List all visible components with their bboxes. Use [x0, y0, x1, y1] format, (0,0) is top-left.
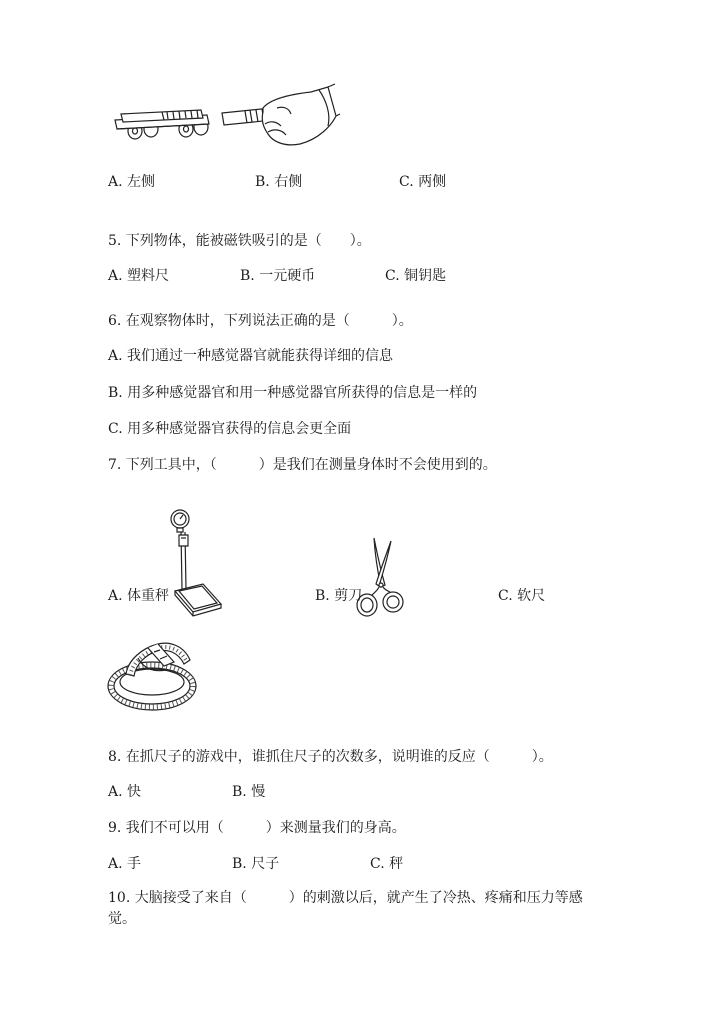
option-c: C. 秤 [370, 856, 404, 872]
option-b: B. 用多种感觉器官和用一种感觉器官所获得的信息是一样的 [108, 385, 478, 401]
option-a: A. 体重秤 [108, 588, 170, 604]
question-stem: 6. 在观察物体时，下列说法正确的是（ ）。 [108, 313, 413, 329]
question-stem: 5. 下列物体，能被磁铁吸引的是（ ）。 [108, 233, 371, 249]
option-a: A. 快 [108, 784, 142, 800]
option-c: C. 软尺 [498, 588, 546, 604]
scissors-illustration [350, 535, 408, 620]
toy-car-magnet-illustration [105, 84, 340, 150]
option-b: B. 右侧 [255, 174, 303, 190]
option-b: B. 慢 [232, 784, 266, 800]
option-a: A. 塑料尺 [108, 268, 170, 284]
question-stem: 7. 下列工具中，（ ）是我们在测量身体时不会使用到的。 [108, 457, 497, 473]
option-a: A. 左侧 [108, 174, 156, 190]
question-stem: 9. 我们不可以用（ ）来测量我们的身高。 [108, 820, 406, 836]
option-c: C. 用多种感觉器官获得的信息会更全面 [108, 421, 352, 437]
option-b: B. 尺子 [232, 856, 280, 872]
option-a: A. 手 [108, 856, 142, 872]
option-c: C. 铜钥匙 [385, 268, 447, 284]
option-b: B. 一元硬币 [240, 268, 316, 284]
question-stem: 10. 大脑接受了来自（ ）的刺激以后，就产生了冷热、疼痛和压力等感觉。 [108, 890, 583, 927]
tape-measure-illustration [104, 636, 200, 716]
question-stem: 8. 在抓尺子的游戏中，谁抓住尺子的次数多，说明谁的反应（ ）。 [108, 749, 553, 765]
option-b: B. 剪刀 [315, 588, 363, 604]
option-c: C. 两侧 [399, 174, 447, 190]
option-a: A. 我们通过一种感觉器官就能获得详细的信息 [108, 348, 394, 364]
